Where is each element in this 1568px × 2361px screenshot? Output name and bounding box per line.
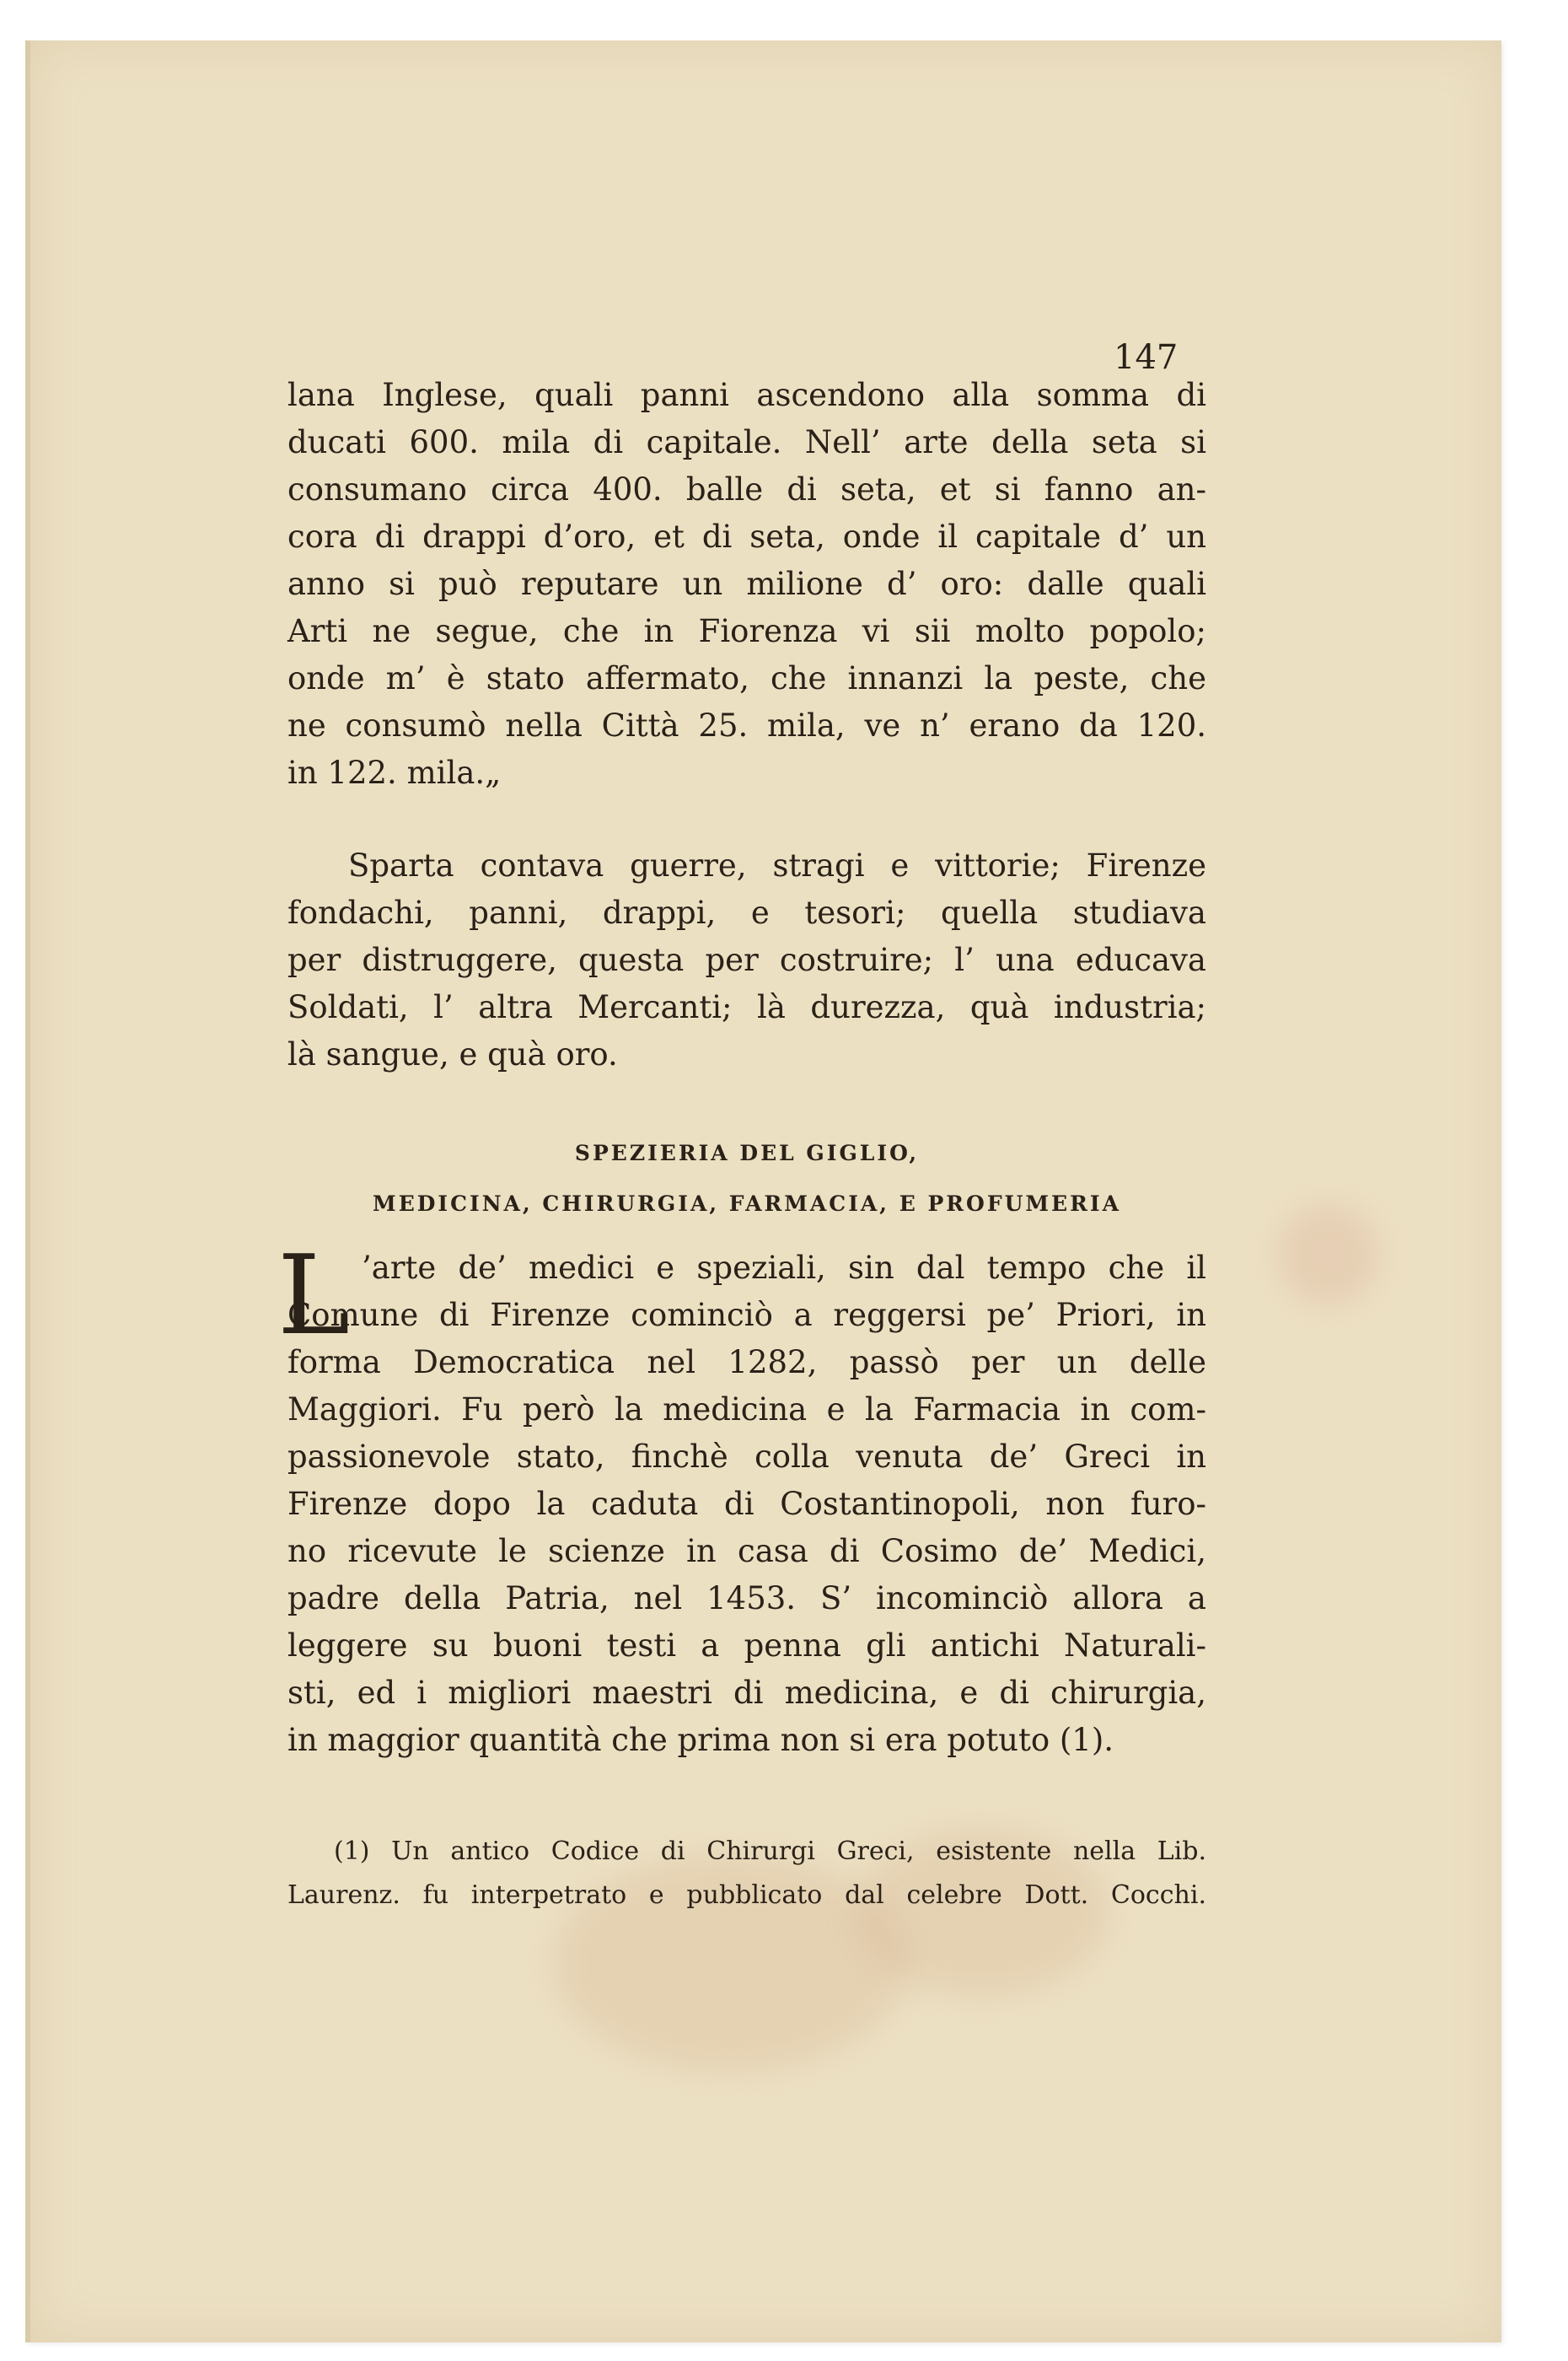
paragraph-1: [287, 372, 1206, 878]
text-line: là sangue, e quà oro.: [287, 1036, 618, 1073]
paragraph-3: [277, 1231, 1206, 1784]
text-line: ne consumò nella Città 25. mila, ve n’ erano da 120.: [287, 707, 1206, 744]
text-line: ’arte de’ medici e speziali, sin dal tempo che il: [362, 1250, 1206, 1286]
text-line: fondachi, panni, drappi, e tesori; quella studiava: [287, 895, 1206, 931]
text-line: padre della Patria, nel 1453. S’ incominciò allora a: [287, 1580, 1206, 1616]
text-line: Soldati, l’ altra Mercanti; là durezza, quà industria;: [287, 989, 1206, 1025]
text-line: Arti ne segue, che in Fiorenza vi sii molto popolo;: [287, 613, 1206, 649]
drop-cap: L: [277, 1231, 351, 1359]
heading-line-2: MEDICINA, CHIRURGIA, FARMACIA, E PROFUMERIA: [373, 1191, 1121, 1216]
text-line: ducati 600. mila di capitale. Nell’ arte della seta si: [287, 424, 1206, 460]
text-line: anno si può reputare un milione d’ oro: dalle quali: [287, 566, 1206, 602]
footnote-line: (1) Un antico Codice di Chirurgi Greci, esistente nella Lib.: [334, 1837, 1206, 1866]
text-line: in maggior quantità che prima non si era potuto (1).: [287, 1722, 1114, 1758]
paragraph-2: [287, 842, 1206, 1095]
text-line: leggere su buoni testi a penna gli antichi Naturali-: [287, 1627, 1206, 1664]
page-number: 147: [1114, 338, 1179, 377]
text-line: Maggiori. Fu però la medicina e la Farmacia in com-: [287, 1391, 1206, 1428]
text-line: Sparta contava guerre, stragi e vittorie; Firenze: [348, 847, 1206, 884]
section-heading: [287, 1141, 1206, 1242]
paper-stain: [1278, 1204, 1379, 1305]
text-line: lana Inglese, quali panni ascendono alla somma di: [287, 377, 1206, 413]
text-line: no ricevute le scienze in casa di Cosimo de’ Medici,: [287, 1533, 1206, 1569]
book-page: [25, 40, 1501, 2342]
text-line: onde m’ è stato affermato, che innanzi la peste, che: [287, 660, 1206, 696]
text-line: Firenze dopo la caduta di Costantinopoli, non furo-: [287, 1486, 1206, 1522]
text-line: passionevole stato, finchè colla venuta de’ Greci in: [287, 1439, 1206, 1475]
footnote-line: Laurenz. fu interpetrato e pubblicato dal celebre Dott. Cocchi.: [287, 1880, 1206, 1910]
text-line: cora di drappi d’oro, et di seta, onde il capitale d’ un: [287, 519, 1206, 555]
text-line: per distruggere, questa per costruire; l’ una educava: [287, 942, 1206, 978]
text-line: Comune di Firenze cominciò a reggersi pe’ Priori, in: [287, 1297, 1206, 1333]
text-line: sti, ed i migliori maestri di medicina, e di chirurgia,: [287, 1675, 1206, 1711]
footnote: [287, 1830, 1206, 1931]
heading-line-1: SPEZIERIA DEL GIGLIO,: [574, 1141, 920, 1165]
text-line: consumano circa 400. balle di seta, et si fanno an-: [287, 471, 1206, 508]
text-line: in 122. mila.„: [287, 755, 502, 791]
text-line: forma Democratica nel 1282, passò per un delle: [287, 1344, 1206, 1380]
